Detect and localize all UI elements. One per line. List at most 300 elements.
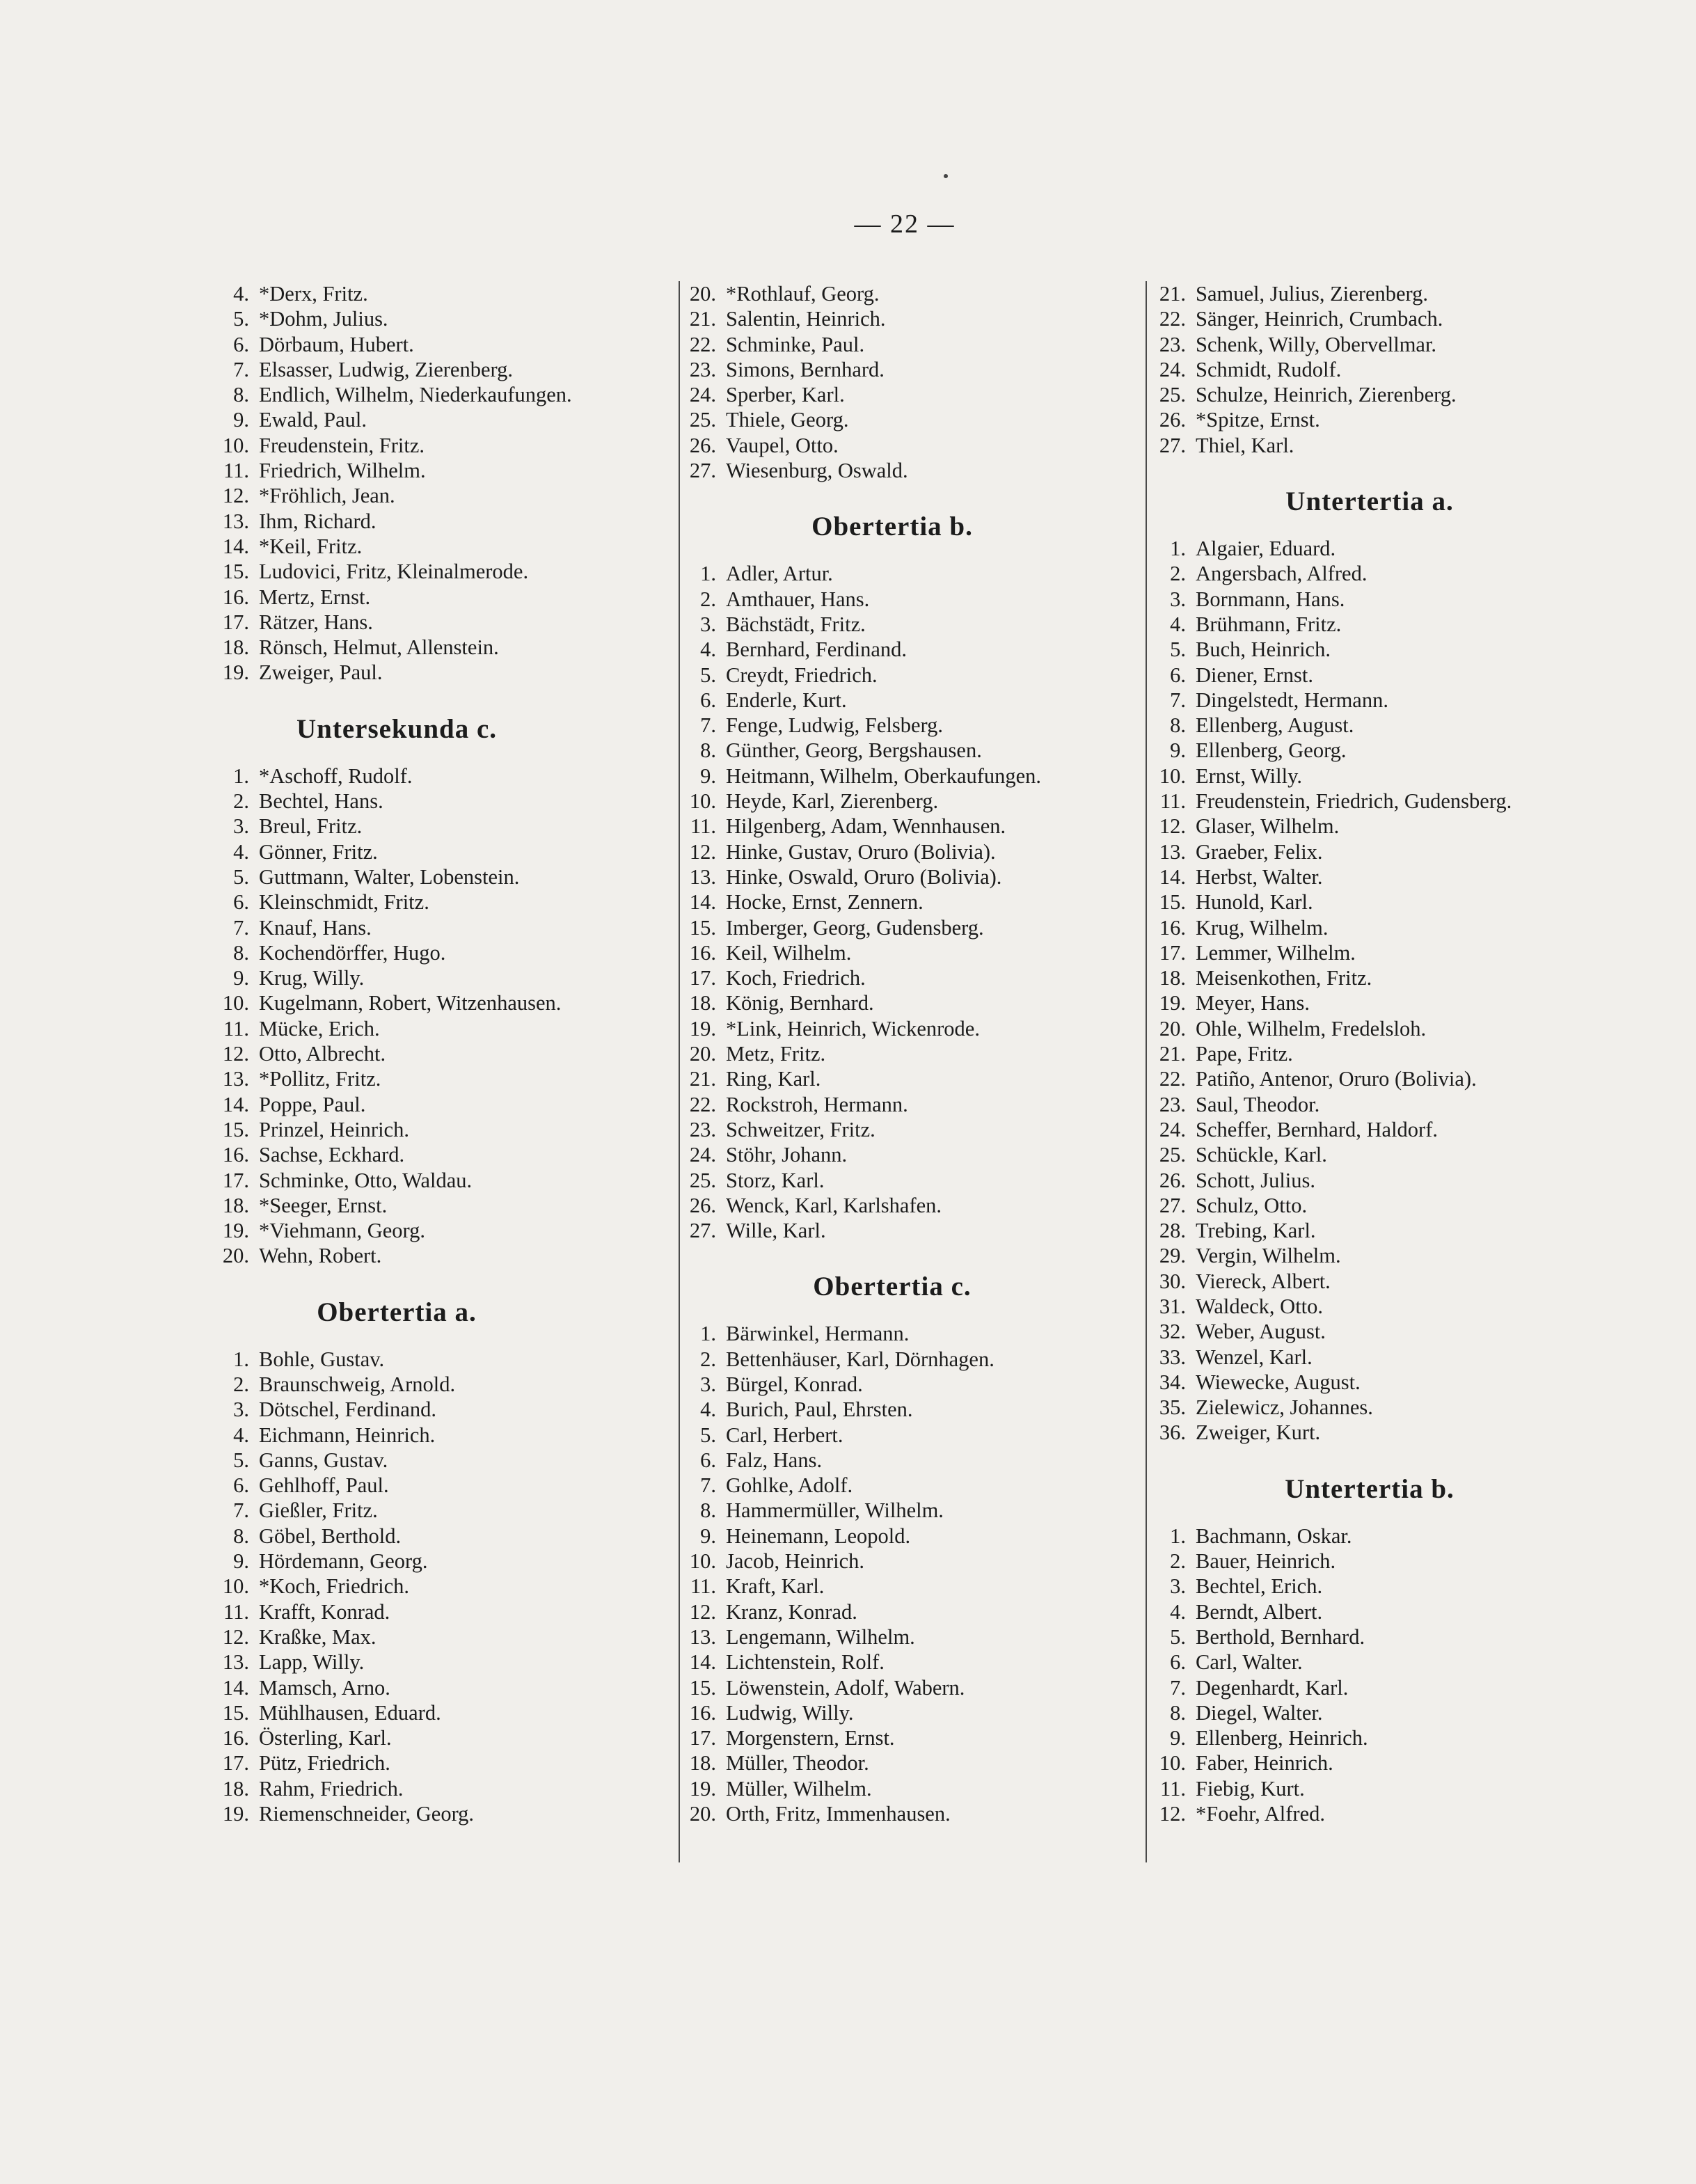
list-item	[680, 663, 1139, 688]
entry-number: 2.	[700, 587, 716, 611]
student-name: Riemenschneider, Georg.	[259, 1802, 475, 1826]
entry-number: 16.	[689, 1700, 716, 1725]
student-name: Freudenstein, Fritz.	[259, 433, 425, 457]
student-name: Breul, Fritz.	[259, 814, 363, 839]
list-item	[202, 635, 675, 660]
student-name: Schott, Julius.	[1196, 1168, 1316, 1192]
entry-number: 1.	[1170, 1524, 1186, 1548]
list-item	[1147, 407, 1606, 432]
print-speck	[944, 174, 948, 178]
student-name: Fiebig, Kurt.	[1196, 1776, 1305, 1801]
entry-number: 6.	[700, 1448, 716, 1472]
entry-number: 16.	[1159, 915, 1186, 940]
list-item	[202, 889, 675, 915]
list-item	[202, 1649, 675, 1675]
student-name: Schminke, Otto, Waldau.	[259, 1168, 473, 1192]
student-name: Otto, Albrecht.	[259, 1042, 386, 1066]
list-item	[680, 1549, 1139, 1574]
entry-number: 8.	[233, 383, 249, 407]
list-item	[202, 1142, 675, 1167]
list-item	[680, 281, 1139, 306]
entry-number: 3.	[700, 1372, 716, 1396]
student-name: Adler, Artur.	[726, 562, 833, 586]
list-item	[680, 688, 1139, 713]
entry-number: 20.	[689, 1802, 716, 1826]
list-item	[680, 1066, 1139, 1091]
entry-number: 33.	[1159, 1345, 1186, 1369]
entry-number: 12.	[222, 484, 249, 508]
entry-number: 13.	[222, 1650, 249, 1675]
list-item	[202, 789, 675, 814]
student-name: *Viehmann, Georg.	[259, 1219, 426, 1243]
entry-number: 22.	[1159, 307, 1186, 331]
student-name: Dingelstedt, Hermann.	[1196, 688, 1388, 712]
list-item	[1147, 1117, 1606, 1142]
student-name: Stöhr, Johann.	[726, 1143, 848, 1167]
student-name: Hinke, Oswald, Oruro (Bolivia).	[726, 864, 1002, 889]
entry-number: 11.	[690, 1574, 716, 1599]
student-name: *Keil, Fritz.	[259, 534, 363, 558]
list-item	[680, 407, 1139, 432]
list-item	[202, 864, 675, 889]
student-name: Gehlhoff, Paul.	[259, 1473, 389, 1498]
student-name: *Pollitz, Fritz.	[259, 1067, 381, 1091]
list-item	[1147, 1243, 1606, 1268]
student-name: Ellenberg, Georg.	[1196, 738, 1347, 763]
list-item	[1147, 814, 1606, 839]
student-name: Carl, Herbert.	[726, 1423, 843, 1447]
student-name: Wenzel, Karl.	[1196, 1345, 1313, 1369]
list-item	[680, 1801, 1139, 1826]
student-name: Scheffer, Bernhard, Haldorf.	[1196, 1117, 1438, 1141]
entry-number: 26.	[689, 433, 716, 457]
list-item	[680, 1168, 1139, 1193]
student-name: Guttmann, Walter, Lobenstein.	[259, 864, 520, 889]
student-name: Vergin, Wilhelm.	[1196, 1244, 1341, 1268]
list-item	[202, 1448, 675, 1473]
entry-number: 17.	[689, 966, 716, 990]
entry-number: 35.	[1159, 1395, 1186, 1420]
list-item	[202, 1750, 675, 1775]
list-item	[202, 1423, 675, 1448]
student-name: Hinke, Gustav, Oruro (Bolivia).	[726, 839, 996, 864]
student-name: Diener, Ernst.	[1196, 663, 1314, 687]
list-item	[680, 1347, 1139, 1372]
list-item	[1147, 1193, 1606, 1218]
entry-number: 14.	[222, 1675, 249, 1700]
list-item	[202, 610, 675, 635]
list-item	[202, 1700, 675, 1725]
student-name: Hunold, Karl.	[1196, 890, 1313, 915]
list-item	[1147, 382, 1606, 407]
entry-number: 5.	[1170, 1624, 1186, 1649]
student-name: Poppe, Paul.	[259, 1092, 366, 1116]
entry-number: 10.	[1159, 763, 1186, 788]
entry-number: 14.	[689, 890, 716, 915]
student-name: Rätzer, Hans.	[259, 610, 373, 634]
entry-number: 26.	[689, 1193, 716, 1217]
entry-number: 17.	[222, 1751, 249, 1775]
list-item	[202, 940, 675, 965]
list-item	[1147, 1524, 1606, 1549]
list-item	[1147, 839, 1606, 864]
entry-number: 14.	[1159, 864, 1186, 889]
list-item	[680, 713, 1139, 738]
column-1	[202, 281, 675, 1826]
list-item	[680, 940, 1139, 965]
student-name: Sachse, Eckhard.	[259, 1143, 405, 1167]
list-item	[202, 1117, 675, 1142]
list-item	[680, 1016, 1139, 1041]
entry-number: 24.	[689, 383, 716, 407]
student-name: Morgenstern, Ernst.	[726, 1726, 895, 1750]
entry-number: 20.	[689, 282, 716, 306]
entry-number: 3.	[1170, 1574, 1186, 1599]
entry-number: 5.	[1170, 638, 1186, 662]
student-name: Wenck, Karl, Karlshafen.	[726, 1193, 942, 1217]
list-item	[202, 1599, 675, 1624]
list-item	[1147, 587, 1606, 612]
list-item	[680, 587, 1139, 612]
student-name: Schulze, Heinrich, Zierenberg.	[1196, 383, 1457, 407]
list-item	[680, 915, 1139, 940]
student-name: Berndt, Albert.	[1196, 1599, 1323, 1624]
list-item	[680, 1397, 1139, 1422]
entry-number: 23.	[1159, 332, 1186, 356]
entry-number: 17.	[222, 610, 249, 634]
entry-number: 10.	[222, 1574, 249, 1599]
page-number: — 22 —	[854, 209, 956, 239]
student-name: Heinemann, Leopold.	[726, 1524, 911, 1548]
student-name: Endlich, Wilhelm, Niederkaufungen.	[259, 383, 572, 407]
entry-number: 6.	[700, 688, 716, 712]
list-item	[680, 1041, 1139, 1066]
student-name: Falz, Hans.	[726, 1448, 823, 1472]
student-name: Schulz, Otto.	[1196, 1193, 1308, 1217]
list-item	[1147, 357, 1606, 382]
entry-number: 11.	[223, 459, 249, 483]
entry-number: 4.	[233, 1423, 249, 1447]
list-item	[202, 1498, 675, 1523]
entry-number: 15.	[222, 1700, 249, 1725]
list-item	[680, 637, 1139, 662]
entry-number: 1.	[233, 1347, 249, 1371]
entry-number: 8.	[1170, 713, 1186, 738]
student-name: Samuel, Julius, Zierenberg.	[1196, 282, 1429, 306]
list-item	[202, 1624, 675, 1649]
student-name: Buch, Heinrich.	[1196, 638, 1331, 662]
entry-number: 11.	[223, 1599, 249, 1624]
entry-number: 5.	[700, 1423, 716, 1447]
student-name: Vaupel, Otto.	[726, 433, 839, 457]
student-name: Simons, Bernhard.	[726, 357, 885, 381]
student-name: Wiesenburg, Oswald.	[726, 459, 908, 483]
list-item	[680, 738, 1139, 763]
list-item	[202, 965, 675, 990]
list-item	[202, 1218, 675, 1243]
list-item	[1147, 1700, 1606, 1725]
list-item	[680, 382, 1139, 407]
list-item	[1147, 864, 1606, 889]
student-name: Österling, Karl.	[259, 1726, 392, 1750]
entry-number: 15.	[689, 1675, 716, 1700]
entry-number: 18.	[222, 1776, 249, 1801]
student-name: Heyde, Karl, Zierenberg.	[726, 789, 939, 814]
student-name: Bärwinkel, Hermann.	[726, 1322, 910, 1346]
student-name: Bechtel, Erich.	[1196, 1574, 1323, 1599]
list-item	[680, 864, 1139, 889]
list-item	[1147, 281, 1606, 306]
student-name: Diegel, Walter.	[1196, 1700, 1323, 1725]
entry-number: 15.	[689, 915, 716, 940]
student-name: Lemmer, Wilhelm.	[1196, 940, 1356, 965]
entry-number: 13.	[222, 1067, 249, 1091]
entry-number: 14.	[689, 1650, 716, 1675]
student-name: Mücke, Erich.	[259, 1016, 380, 1040]
entry-number: 27.	[1159, 1193, 1186, 1217]
entry-number: 27.	[689, 459, 716, 483]
entry-number: 4.	[233, 839, 249, 864]
student-name: Hördemann, Georg.	[259, 1549, 428, 1574]
list-item	[680, 1372, 1139, 1397]
student-name: Glaser, Wilhelm.	[1196, 814, 1340, 839]
entry-number: 6.	[1170, 1650, 1186, 1675]
entry-number: 13.	[1159, 839, 1186, 864]
list-item	[202, 382, 675, 407]
entry-number: 16.	[689, 940, 716, 965]
list-item	[202, 306, 675, 331]
list-item	[680, 1473, 1139, 1498]
list-item	[202, 433, 675, 458]
entry-number: 9.	[1170, 1726, 1186, 1750]
entry-number: 5.	[700, 663, 716, 687]
student-name: Orth, Fritz, Immenhausen.	[726, 1802, 951, 1826]
entry-number: 9.	[233, 1549, 249, 1574]
student-name: Braunschweig, Arnold.	[259, 1372, 456, 1396]
entry-number: 19.	[689, 1016, 716, 1040]
class-heading: Untersekunda c.	[296, 713, 498, 744]
list-item	[1147, 763, 1606, 789]
student-name: Bernhard, Ferdinand.	[726, 638, 908, 662]
list-item	[1147, 1345, 1606, 1370]
student-name: Bettenhäuser, Karl, Dörnhagen.	[726, 1347, 994, 1371]
list-item	[1147, 1269, 1606, 1294]
student-name: *Aschoff, Rudolf.	[259, 763, 413, 788]
entry-number: 9.	[233, 408, 249, 432]
student-name: Schenk, Willy, Obervellmar.	[1196, 332, 1437, 356]
list-item	[680, 1117, 1139, 1142]
student-name: Mertz, Ernst.	[259, 585, 371, 609]
student-name: Fenge, Ludwig, Felsberg.	[726, 713, 944, 738]
entry-number: 6.	[233, 1473, 249, 1498]
student-name: *Koch, Friedrich.	[259, 1574, 409, 1599]
list-item	[680, 458, 1139, 483]
entry-number: 12.	[689, 1599, 716, 1624]
entry-number: 7.	[233, 357, 249, 381]
list-item	[202, 509, 675, 534]
list-item	[202, 1041, 675, 1066]
list-item	[680, 763, 1139, 789]
list-item	[202, 357, 675, 382]
student-name: Bechtel, Hans.	[259, 789, 383, 814]
list-item	[202, 1524, 675, 1549]
list-item	[202, 458, 675, 483]
student-name: Ewald, Paul.	[259, 408, 367, 432]
list-item	[680, 1448, 1139, 1473]
entry-number: 23.	[689, 1117, 716, 1141]
entry-number: 10.	[1159, 1751, 1186, 1775]
list-item	[1147, 1750, 1606, 1775]
list-item	[1147, 1370, 1606, 1395]
student-name: Weber, August.	[1196, 1320, 1326, 1344]
student-name: Kraßke, Max.	[259, 1624, 377, 1649]
list-item	[680, 1750, 1139, 1775]
student-name: Metz, Fritz.	[726, 1042, 826, 1066]
list-item	[202, 1016, 675, 1041]
list-item	[1147, 1725, 1606, 1750]
student-name: Pape, Fritz.	[1196, 1042, 1293, 1066]
list-item	[202, 1473, 675, 1498]
student-name: Bohle, Gustav.	[259, 1347, 385, 1371]
student-name: Koch, Friedrich.	[726, 966, 866, 990]
student-name: Thiele, Georg.	[726, 408, 849, 432]
list-item	[680, 1092, 1139, 1117]
student-name: Schweitzer, Fritz.	[726, 1117, 875, 1141]
student-name: Bächstädt, Fritz.	[726, 612, 866, 636]
class-heading: Obertertia c.	[813, 1272, 972, 1302]
student-name: Müller, Wilhelm.	[726, 1776, 872, 1801]
student-name: Bauer, Heinrich.	[1196, 1549, 1336, 1574]
entry-number: 18.	[689, 1751, 716, 1775]
entry-number: 18.	[1159, 966, 1186, 990]
student-name: Ohle, Wilhelm, Fredelsloh.	[1196, 1016, 1427, 1040]
entry-number: 1.	[700, 1322, 716, 1346]
entry-number: 25.	[689, 1168, 716, 1192]
entry-number: 4.	[233, 282, 249, 306]
student-name: Viereck, Albert.	[1196, 1269, 1331, 1293]
list-item	[1147, 688, 1606, 713]
entry-number: 2.	[1170, 562, 1186, 586]
entry-number: 13.	[222, 509, 249, 533]
entry-number: 28.	[1159, 1219, 1186, 1243]
student-name: Bürgel, Konrad.	[726, 1372, 863, 1396]
list-item	[680, 1776, 1139, 1801]
list-item	[1147, 1066, 1606, 1091]
entry-number: 24.	[1159, 357, 1186, 381]
entry-number: 16.	[222, 585, 249, 609]
student-name: Rönsch, Helmut, Allenstein.	[259, 635, 499, 660]
entry-number: 11.	[1160, 789, 1186, 814]
student-name: Eichmann, Heinrich.	[259, 1423, 436, 1447]
student-name: *Foehr, Alfred.	[1196, 1802, 1325, 1826]
list-item	[202, 1776, 675, 1801]
list-item	[1147, 1016, 1606, 1041]
list-item	[1147, 789, 1606, 814]
list-item	[680, 1599, 1139, 1624]
entry-number: 17.	[1159, 940, 1186, 965]
student-name: Prinzel, Heinrich.	[259, 1117, 409, 1141]
entry-number: 20.	[222, 1244, 249, 1268]
student-name: Enderle, Kurt.	[726, 688, 847, 712]
list-item	[1147, 1395, 1606, 1420]
student-name: Lengemann, Wilhelm.	[726, 1624, 915, 1649]
entry-number: 19.	[222, 660, 249, 685]
student-name: Schückle, Karl.	[1196, 1143, 1327, 1167]
student-name: Freudenstein, Friedrich, Gudensberg.	[1196, 789, 1512, 814]
list-item	[202, 585, 675, 610]
entry-number: 17.	[689, 1726, 716, 1750]
entry-number: 11.	[223, 1016, 249, 1040]
student-name: Schminke, Paul.	[726, 332, 865, 356]
list-item	[680, 1423, 1139, 1448]
student-name: Dörbaum, Hubert.	[259, 332, 414, 356]
list-item	[1147, 1776, 1606, 1801]
list-item	[680, 332, 1139, 357]
entry-number: 25.	[1159, 383, 1186, 407]
entry-number: 29.	[1159, 1244, 1186, 1268]
student-name: *Fröhlich, Jean.	[259, 484, 395, 508]
student-name: Günther, Georg, Bergshausen.	[726, 738, 982, 763]
list-item	[1147, 1420, 1606, 1445]
entry-number: 20.	[689, 1042, 716, 1066]
entry-number: 13.	[689, 864, 716, 889]
entry-number: 23.	[689, 357, 716, 381]
list-item	[680, 1193, 1139, 1218]
entry-number: 21.	[689, 307, 716, 331]
entry-number: 12.	[222, 1624, 249, 1649]
list-item	[680, 1321, 1139, 1346]
list-item	[1147, 1599, 1606, 1624]
list-item	[1147, 612, 1606, 637]
student-name: Knauf, Hans.	[259, 915, 372, 940]
entry-number: 8.	[233, 1524, 249, 1548]
list-item	[1147, 1319, 1606, 1344]
entry-number: 2.	[233, 1372, 249, 1396]
entry-number: 7.	[233, 1498, 249, 1523]
entry-number: 22.	[689, 1092, 716, 1116]
entry-number: 15.	[1159, 890, 1186, 915]
column-2	[679, 281, 1139, 1862]
entry-number: 9.	[1170, 738, 1186, 763]
list-item	[202, 332, 675, 357]
list-item	[680, 1142, 1139, 1167]
student-name: Mühlhausen, Eduard.	[259, 1700, 441, 1725]
student-name: Kleinschmidt, Fritz.	[259, 890, 429, 915]
list-item	[680, 1675, 1139, 1700]
entry-number: 8.	[233, 940, 249, 965]
student-name: Lichtenstein, Rolf.	[726, 1650, 885, 1675]
entry-number: 23.	[1159, 1092, 1186, 1116]
list-item	[202, 1801, 675, 1826]
entry-number: 22.	[689, 332, 716, 356]
entry-number: 7.	[1170, 688, 1186, 712]
entry-number: 20.	[1159, 1016, 1186, 1040]
entry-number: 10.	[689, 789, 716, 814]
list-item	[202, 1347, 675, 1372]
list-item	[1147, 965, 1606, 990]
student-name: Mamsch, Arno.	[259, 1675, 390, 1700]
entry-number: 8.	[1170, 1700, 1186, 1725]
entry-number: 17.	[222, 1168, 249, 1192]
entry-number: 5.	[233, 864, 249, 889]
list-item	[680, 965, 1139, 990]
student-name: Löwenstein, Adolf, Wabern.	[726, 1675, 965, 1700]
student-name: Zweiger, Kurt.	[1196, 1421, 1321, 1445]
list-item	[202, 915, 675, 940]
student-name: Hocke, Ernst, Zennern.	[726, 890, 924, 915]
entry-number: 24.	[689, 1143, 716, 1167]
entry-number: 9.	[700, 763, 716, 788]
